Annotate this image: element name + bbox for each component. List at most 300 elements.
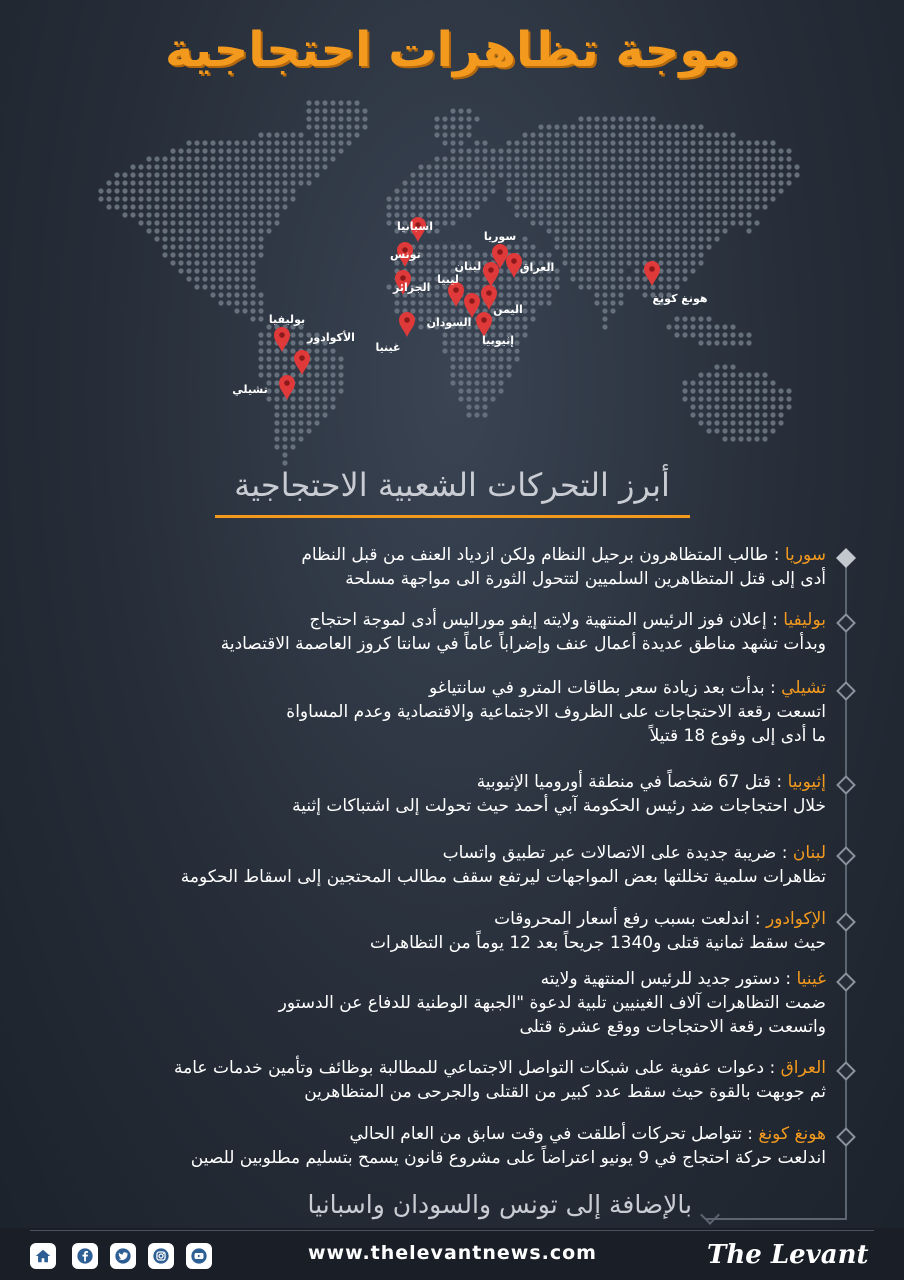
map-dot [314, 164, 319, 169]
facebook-icon[interactable] [72, 1243, 98, 1269]
map-dot [666, 132, 671, 137]
map-dot [522, 196, 527, 201]
map-dot [522, 212, 527, 217]
map-dot [698, 180, 703, 185]
map-dot [226, 220, 231, 225]
map-dot [434, 116, 439, 121]
map-dot [274, 212, 279, 217]
map-dot [554, 124, 559, 129]
map-dot [618, 300, 623, 305]
map-dot [570, 196, 575, 201]
map-dot [266, 332, 271, 337]
map-dot [730, 396, 735, 401]
map-dot [242, 180, 247, 185]
map-dot [522, 148, 527, 153]
map-dot [730, 188, 735, 193]
map-dot [274, 348, 279, 353]
entry-separator: : [776, 843, 793, 863]
map-dot [490, 164, 495, 169]
map-dot [738, 412, 743, 417]
map-dot [522, 284, 527, 289]
map-dot [658, 164, 663, 169]
map-dot [538, 212, 543, 217]
map-dot [698, 244, 703, 249]
map-dot [570, 204, 575, 209]
map-dot [738, 196, 743, 201]
map-dot [290, 404, 295, 409]
map-dot [162, 156, 167, 161]
map-dot [538, 276, 543, 281]
map-pin-label: العراق [519, 261, 555, 274]
map-pin-label: لبنان [454, 260, 482, 273]
map-dot [594, 156, 599, 161]
map-dot [746, 428, 751, 433]
map-dot [194, 196, 199, 201]
map-dot [530, 172, 535, 177]
map-dot [114, 180, 119, 185]
map-dot [674, 324, 679, 329]
map-dot [746, 412, 751, 417]
twitter-icon[interactable] [110, 1243, 136, 1269]
map-dot [682, 236, 687, 241]
timeline-line [845, 555, 847, 1220]
map-dot [698, 124, 703, 129]
map-dot [562, 220, 567, 225]
map-dot [202, 180, 207, 185]
map-dot [306, 372, 311, 377]
map-dot [778, 156, 783, 161]
map-dot [498, 276, 503, 281]
map-dot [466, 412, 471, 417]
map-dot [402, 212, 407, 217]
map-dot [714, 396, 719, 401]
map-dot [698, 140, 703, 145]
map-dot [266, 164, 271, 169]
map-dot [194, 244, 199, 249]
map-dot [202, 164, 207, 169]
map-dot [162, 220, 167, 225]
map-dot [250, 300, 255, 305]
map-dot [394, 300, 399, 305]
map-dot [298, 132, 303, 137]
map-dot [274, 132, 279, 137]
map-dot [282, 132, 287, 137]
map-dot [418, 188, 423, 193]
map-dot [706, 412, 711, 417]
map-dot [458, 372, 463, 377]
map-dot [610, 300, 615, 305]
map-dot [778, 148, 783, 153]
map-dot [434, 156, 439, 161]
map-dot [522, 236, 527, 241]
map-dot [194, 204, 199, 209]
map-dot [274, 380, 279, 385]
map-dot [442, 308, 447, 313]
entry-line [26, 543, 826, 567]
entry-line [26, 907, 826, 931]
map-dot [258, 308, 263, 313]
map-dot [530, 132, 535, 137]
map-dot [722, 196, 727, 201]
map-dot [578, 260, 583, 265]
map-dot [138, 204, 143, 209]
map-dot [746, 204, 751, 209]
map-dot [666, 260, 671, 265]
map-pin-center [299, 355, 305, 361]
map-dot [234, 204, 239, 209]
map-dot [234, 164, 239, 169]
map-dot [778, 396, 783, 401]
map-dot [722, 140, 727, 145]
map-dot [202, 172, 207, 177]
map-dot [658, 252, 663, 257]
map-dot [402, 300, 407, 305]
map-dot [650, 236, 655, 241]
map-dot [154, 164, 159, 169]
map-dot [466, 172, 471, 177]
map-dot [738, 380, 743, 385]
map-dot [722, 180, 727, 185]
map-dot [706, 156, 711, 161]
map-dot [770, 172, 775, 177]
map-dot [306, 380, 311, 385]
map-dot [466, 156, 471, 161]
map-dot [610, 308, 615, 313]
map-dot [466, 388, 471, 393]
entry-line [26, 1080, 826, 1104]
map-dot [746, 332, 751, 337]
map-dot [434, 164, 439, 169]
map-dot [546, 196, 551, 201]
map-dot [242, 268, 247, 273]
map-dot [722, 228, 727, 233]
map-dot [658, 276, 663, 281]
map-dot [522, 324, 527, 329]
map-dot [322, 388, 327, 393]
map-dot [578, 236, 583, 241]
map-dot [786, 404, 791, 409]
map-dot [498, 268, 503, 273]
map-dot [210, 260, 215, 265]
map-dot [546, 204, 551, 209]
map-dot [314, 364, 319, 369]
map-dot [122, 204, 127, 209]
map-dot [402, 196, 407, 201]
map-dot [234, 300, 239, 305]
map-dot [186, 180, 191, 185]
map-dot [418, 268, 423, 273]
map-dot [690, 324, 695, 329]
map-pin-icon [294, 350, 310, 375]
map-dot [162, 188, 167, 193]
map-dot [298, 140, 303, 145]
map-dot [242, 236, 247, 241]
map-dot [466, 380, 471, 385]
map-dot [242, 148, 247, 153]
map-dot [690, 164, 695, 169]
map-pins [232, 217, 707, 400]
map-dot [250, 284, 255, 289]
map-dot [602, 140, 607, 145]
map-dot [698, 340, 703, 345]
youtube-icon[interactable] [186, 1243, 212, 1269]
map-dot [410, 180, 415, 185]
map-dot [250, 316, 255, 321]
map-dot [482, 364, 487, 369]
map-dot [698, 188, 703, 193]
map-dot [578, 244, 583, 249]
map-dot [402, 180, 407, 185]
map-dot [426, 308, 431, 313]
map-dot [658, 172, 663, 177]
map-dot [322, 132, 327, 137]
map-dot [618, 180, 623, 185]
map-dot [234, 228, 239, 233]
map-dot [210, 252, 215, 257]
map-dot [714, 388, 719, 393]
map-dot [626, 244, 631, 249]
map-dot [306, 404, 311, 409]
map-dot [266, 204, 271, 209]
map-dot [698, 372, 703, 377]
map-dot [498, 380, 503, 385]
map-dot [538, 124, 543, 129]
map-dot [330, 148, 335, 153]
home-icon[interactable] [30, 1243, 56, 1269]
map-dot [594, 268, 599, 273]
map-dot [466, 356, 471, 361]
entry [26, 676, 826, 748]
map-dot [146, 220, 151, 225]
map-dot [586, 252, 591, 257]
map-dot [706, 380, 711, 385]
map-dot [394, 196, 399, 201]
map-dot [330, 348, 335, 353]
map-dot [570, 260, 575, 265]
map-dot [474, 412, 479, 417]
map-dot [666, 276, 671, 281]
map-dot [234, 156, 239, 161]
map-dot [586, 188, 591, 193]
map-dot [442, 348, 447, 353]
map-dot [322, 380, 327, 385]
instagram-icon[interactable] [148, 1243, 174, 1269]
map-pin-center [284, 380, 290, 386]
map-dot [274, 220, 279, 225]
map-dot [474, 380, 479, 385]
map-dot [730, 324, 735, 329]
map-dot [450, 212, 455, 217]
map-dot [794, 172, 799, 177]
map-dot [250, 228, 255, 233]
map-dot [290, 332, 295, 337]
map-dot [258, 172, 263, 177]
map-dot [298, 332, 303, 337]
map-dot [474, 276, 479, 281]
map-dot [194, 284, 199, 289]
map-dot [754, 220, 759, 225]
map-dot [570, 188, 575, 193]
map-dot [730, 404, 735, 409]
map-dot [706, 180, 711, 185]
map-dot [674, 188, 679, 193]
map-dot [666, 164, 671, 169]
map-dot [594, 284, 599, 289]
map-dot [130, 172, 135, 177]
map-dot [282, 428, 287, 433]
map-dot [458, 164, 463, 169]
map-dot [306, 116, 311, 121]
map-dot [426, 268, 431, 273]
map-dot [450, 372, 455, 377]
map-dot [722, 388, 727, 393]
map-dot [450, 308, 455, 313]
map-dot [330, 388, 335, 393]
map-dot [242, 260, 247, 265]
map-dot [458, 380, 463, 385]
map-dot [178, 172, 183, 177]
map-dot [290, 412, 295, 417]
map-dot [578, 140, 583, 145]
map-dot [314, 372, 319, 377]
map-dot [394, 260, 399, 265]
map-dot [690, 140, 695, 145]
map-dot [234, 252, 239, 257]
map-dot [746, 396, 751, 401]
map-dot [162, 236, 167, 241]
entry-line [26, 865, 826, 889]
map-dot [738, 188, 743, 193]
map-dot [338, 124, 343, 129]
map-dot [258, 220, 263, 225]
map-dot [194, 164, 199, 169]
entry-country: هونغ كونغ [758, 1124, 826, 1144]
map-dot [178, 148, 183, 153]
map-dot [218, 180, 223, 185]
map-dot [682, 244, 687, 249]
map-dot [226, 292, 231, 297]
map-dot [730, 412, 735, 417]
map-dot [274, 420, 279, 425]
map-dot [578, 212, 583, 217]
map-dot [290, 188, 295, 193]
map-dot [442, 164, 447, 169]
map-dot [338, 148, 343, 153]
map-dot [682, 132, 687, 137]
map-dot [506, 348, 511, 353]
map-dot [730, 364, 735, 369]
map-dot [706, 340, 711, 345]
map-dot [674, 276, 679, 281]
map-dot [666, 140, 671, 145]
map-dot [754, 412, 759, 417]
map-dot [210, 180, 215, 185]
map-pin-icon [483, 262, 499, 287]
map-dot [658, 220, 663, 225]
map-dot [258, 228, 263, 233]
map-dot [330, 100, 335, 105]
map-dot [674, 124, 679, 129]
map-dot [314, 380, 319, 385]
map-dot [314, 156, 319, 161]
map-dot [658, 204, 663, 209]
map-dot [394, 308, 399, 313]
map-dot [442, 212, 447, 217]
map-dot [466, 180, 471, 185]
map-dot [490, 156, 495, 161]
map-dot [746, 148, 751, 153]
map-dot [362, 116, 367, 121]
map-dot [530, 292, 535, 297]
subtitle-underline [215, 515, 690, 518]
map-dot [482, 188, 487, 193]
map-dot [642, 284, 647, 289]
map-dot [722, 324, 727, 329]
map-dot [650, 116, 655, 121]
map-dot [626, 212, 631, 217]
entry-text: ما أدى إلى وقوع 18 قتيلاً [649, 726, 826, 746]
entry-line [26, 991, 826, 1015]
entry-line [26, 1015, 826, 1039]
map-dot [410, 300, 415, 305]
map-dot [578, 196, 583, 201]
website-link[interactable]: www.thelevantnews.com [308, 1242, 597, 1264]
map-dot [258, 148, 263, 153]
map-dot [330, 108, 335, 113]
map-dot [658, 132, 663, 137]
map-dot [482, 372, 487, 377]
map-dot [258, 156, 263, 161]
map-dot [170, 204, 175, 209]
map-dot [754, 188, 759, 193]
map-dot [274, 364, 279, 369]
map-dot [602, 292, 607, 297]
map-dot [546, 276, 551, 281]
map-dot [514, 204, 519, 209]
map-dot [226, 244, 231, 249]
map-dot [274, 188, 279, 193]
map-dot [450, 340, 455, 345]
map-dot [298, 164, 303, 169]
map-dot [266, 188, 271, 193]
map-dot [258, 332, 263, 337]
map-dot [618, 196, 623, 201]
map-dot [354, 108, 359, 113]
map-dot [730, 380, 735, 385]
map-dot [218, 252, 223, 257]
map-dot [306, 100, 311, 105]
map-dot [602, 308, 607, 313]
map-dot [642, 156, 647, 161]
map-dot [186, 220, 191, 225]
map-dot [138, 188, 143, 193]
map-pin-label: الجزائر [393, 281, 431, 294]
map-dot [418, 172, 423, 177]
map-dot [626, 132, 631, 137]
map-dot [178, 228, 183, 233]
entry-line [26, 632, 826, 656]
map-dot [186, 276, 191, 281]
map-dot [746, 212, 751, 217]
map-dot [650, 132, 655, 137]
map-dot [690, 148, 695, 153]
map-dot [354, 116, 359, 121]
map-dot [754, 436, 759, 441]
map-dot [690, 180, 695, 185]
map-dot [514, 316, 519, 321]
map-dot [210, 172, 215, 177]
map-dot [490, 180, 495, 185]
